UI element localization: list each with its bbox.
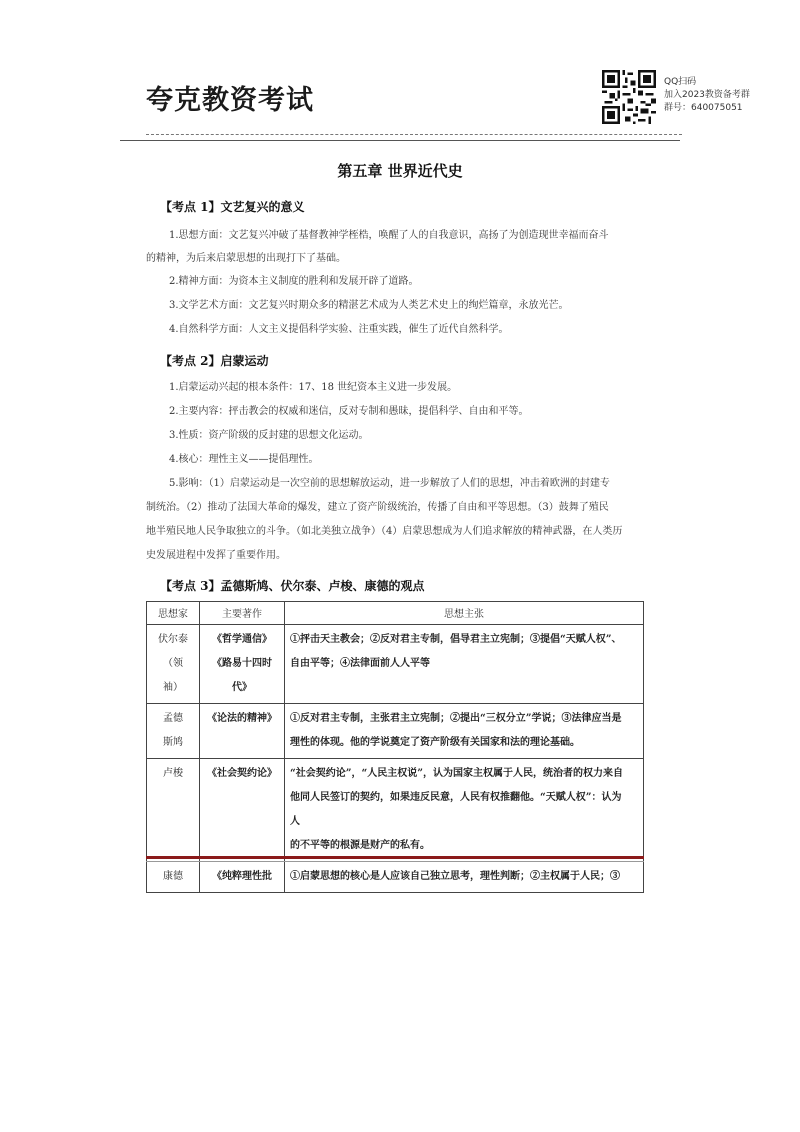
cell-line: 《路易十四时 — [212, 658, 272, 669]
paragraph: 2.精神方面：为资本主义制度的胜利和发展开辟了道路。 — [169, 276, 419, 287]
cell-thinker — [147, 704, 200, 759]
qr-code-icon[interactable] — [602, 70, 656, 124]
footer-accent-bar — [146, 856, 644, 859]
cell-line: 自由平等；④法律面前人人平等 — [290, 658, 430, 669]
cell-work — [200, 625, 285, 704]
table-header-row — [147, 602, 644, 625]
cell-line: 《论法的精神》 — [207, 713, 277, 724]
paragraph-continuation: 的精神，为后来启蒙思想的出现打下了基础。 — [146, 253, 346, 264]
footer-rule — [146, 861, 644, 862]
cell-view — [285, 759, 644, 862]
table-row — [147, 862, 644, 893]
header-solid-rule — [120, 140, 680, 141]
paragraph: 1.思想方面：文艺复兴冲破了基督教神学桎梏，唤醒了人的自我意识，高扬了为创造现世幸福而奋斗 — [169, 230, 609, 241]
thinkers-table — [146, 601, 644, 893]
cell-line: 代》 — [232, 682, 252, 693]
qr-caption-line: 群号：640075051 — [664, 103, 743, 113]
cell-line: 《社会契约论》 — [207, 768, 277, 779]
header-dashed-rule — [146, 134, 682, 135]
cell-line: 《纯粹理性批 — [212, 871, 272, 882]
cell-line: 《哲学通信》 — [212, 634, 272, 645]
table-row — [147, 704, 644, 759]
cell-line: 袖） — [163, 682, 183, 693]
qr-caption-line: QQ扫码 — [664, 77, 697, 87]
cell-view — [285, 625, 644, 704]
table-row — [147, 759, 644, 862]
chapter-title: 第五章 世界近代史 — [337, 162, 463, 180]
cell-line: 的不平等的根源是财产的私有。 — [290, 840, 430, 851]
column-header-thinker: 思想家 — [147, 602, 200, 625]
cell-view — [285, 862, 644, 893]
cell-line: “社会契约论”，“人民主权说”，认为国家主权属于人民，统治者的权力来自 — [290, 768, 624, 779]
paragraph: 4.自然科学方面：人文主义提倡科学实验、注重实践，催生了近代自然科学。 — [169, 324, 509, 335]
column-header-view: 思想主张 — [285, 602, 644, 625]
section-heading-2: 【考点 2】启蒙运动 — [160, 354, 269, 368]
cell-work — [200, 704, 285, 759]
cell-line: 卢梭 — [163, 768, 183, 779]
cell-thinker — [147, 862, 200, 893]
paragraph: 4.核心：理性主义——提倡理性。 — [169, 454, 319, 465]
cell-thinker — [147, 759, 200, 862]
paragraph-continuation: 地半殖民地人民争取独立的斗争。（如北美独立战争）（4）启蒙思想成为人们追求解放的精神武器，在人类历 — [146, 526, 623, 537]
column-header-work: 主要著作 — [200, 602, 285, 625]
qr-caption — [664, 76, 750, 115]
brand-logo-text: 夸克教资考试 — [146, 85, 314, 116]
cell-line: （领 — [163, 658, 183, 669]
paragraph-continuation: 史发展进程中发挥了重要作用。 — [146, 550, 286, 561]
paragraph: 3.文学艺术方面：文艺复兴时期众多的精湛艺术成为人类艺术史上的绚烂篇章，永放光芒。 — [169, 300, 569, 311]
cell-line: 理性的体现。他的学说奠定了资产阶级有关国家和法的理论基础。 — [290, 737, 580, 748]
cell-line: ①启蒙思想的核心是人应该自己独立思考，理性判断；②主权属于人民；③ — [290, 871, 620, 882]
cell-line: 斯鸠 — [163, 737, 183, 748]
cell-line: 孟德 — [163, 713, 183, 724]
cell-work — [200, 862, 285, 893]
paragraph: 5.影响：（1）启蒙运动是一次空前的思想解放运动，进一步解放了人们的思想，冲击着欧洲的封建专 — [169, 478, 610, 489]
cell-line: 伏尔泰 — [158, 634, 188, 645]
cell-line: ①反对君主专制，主张君主立宪制；②提出“三权分立”学说；③法律应当是 — [290, 713, 622, 724]
paragraph: 3.性质：资产阶级的反封建的思想文化运动。 — [169, 430, 369, 441]
qr-caption-line: 加入2023教资备考群 — [664, 90, 750, 100]
section-heading-1: 【考点 1】文艺复兴的意义 — [160, 200, 305, 214]
cell-line: ①抨击天主教会；②反对君主专制，倡导君主立宪制；③提倡“天赋人权”、 — [290, 634, 622, 645]
paragraph-continuation: 制统治。（2）推动了法国大革命的爆发，建立了资产阶级统治，传播了自由和平等思想。（3）鼓舞了殖民 — [146, 502, 609, 513]
paragraph: 2.主要内容：抨击教会的权威和迷信，反对专制和愚昧，提倡科学、自由和平等。 — [169, 406, 529, 417]
section-heading-3: 【考点 3】孟德斯鸠、伏尔泰、卢梭、康德的观点 — [160, 579, 425, 593]
cell-view — [285, 704, 644, 759]
cell-line: 他同人民签订的契约，如果违反民意，人民有权推翻他。“天赋人权”：认为 人 — [290, 792, 632, 827]
paragraph: 1.启蒙运动兴起的根本条件：17、18 世纪资本主义进一步发展。 — [169, 382, 458, 393]
cell-line: 康德 — [163, 871, 183, 882]
cell-work — [200, 759, 285, 862]
cell-thinker — [147, 625, 200, 704]
table-row — [147, 625, 644, 704]
